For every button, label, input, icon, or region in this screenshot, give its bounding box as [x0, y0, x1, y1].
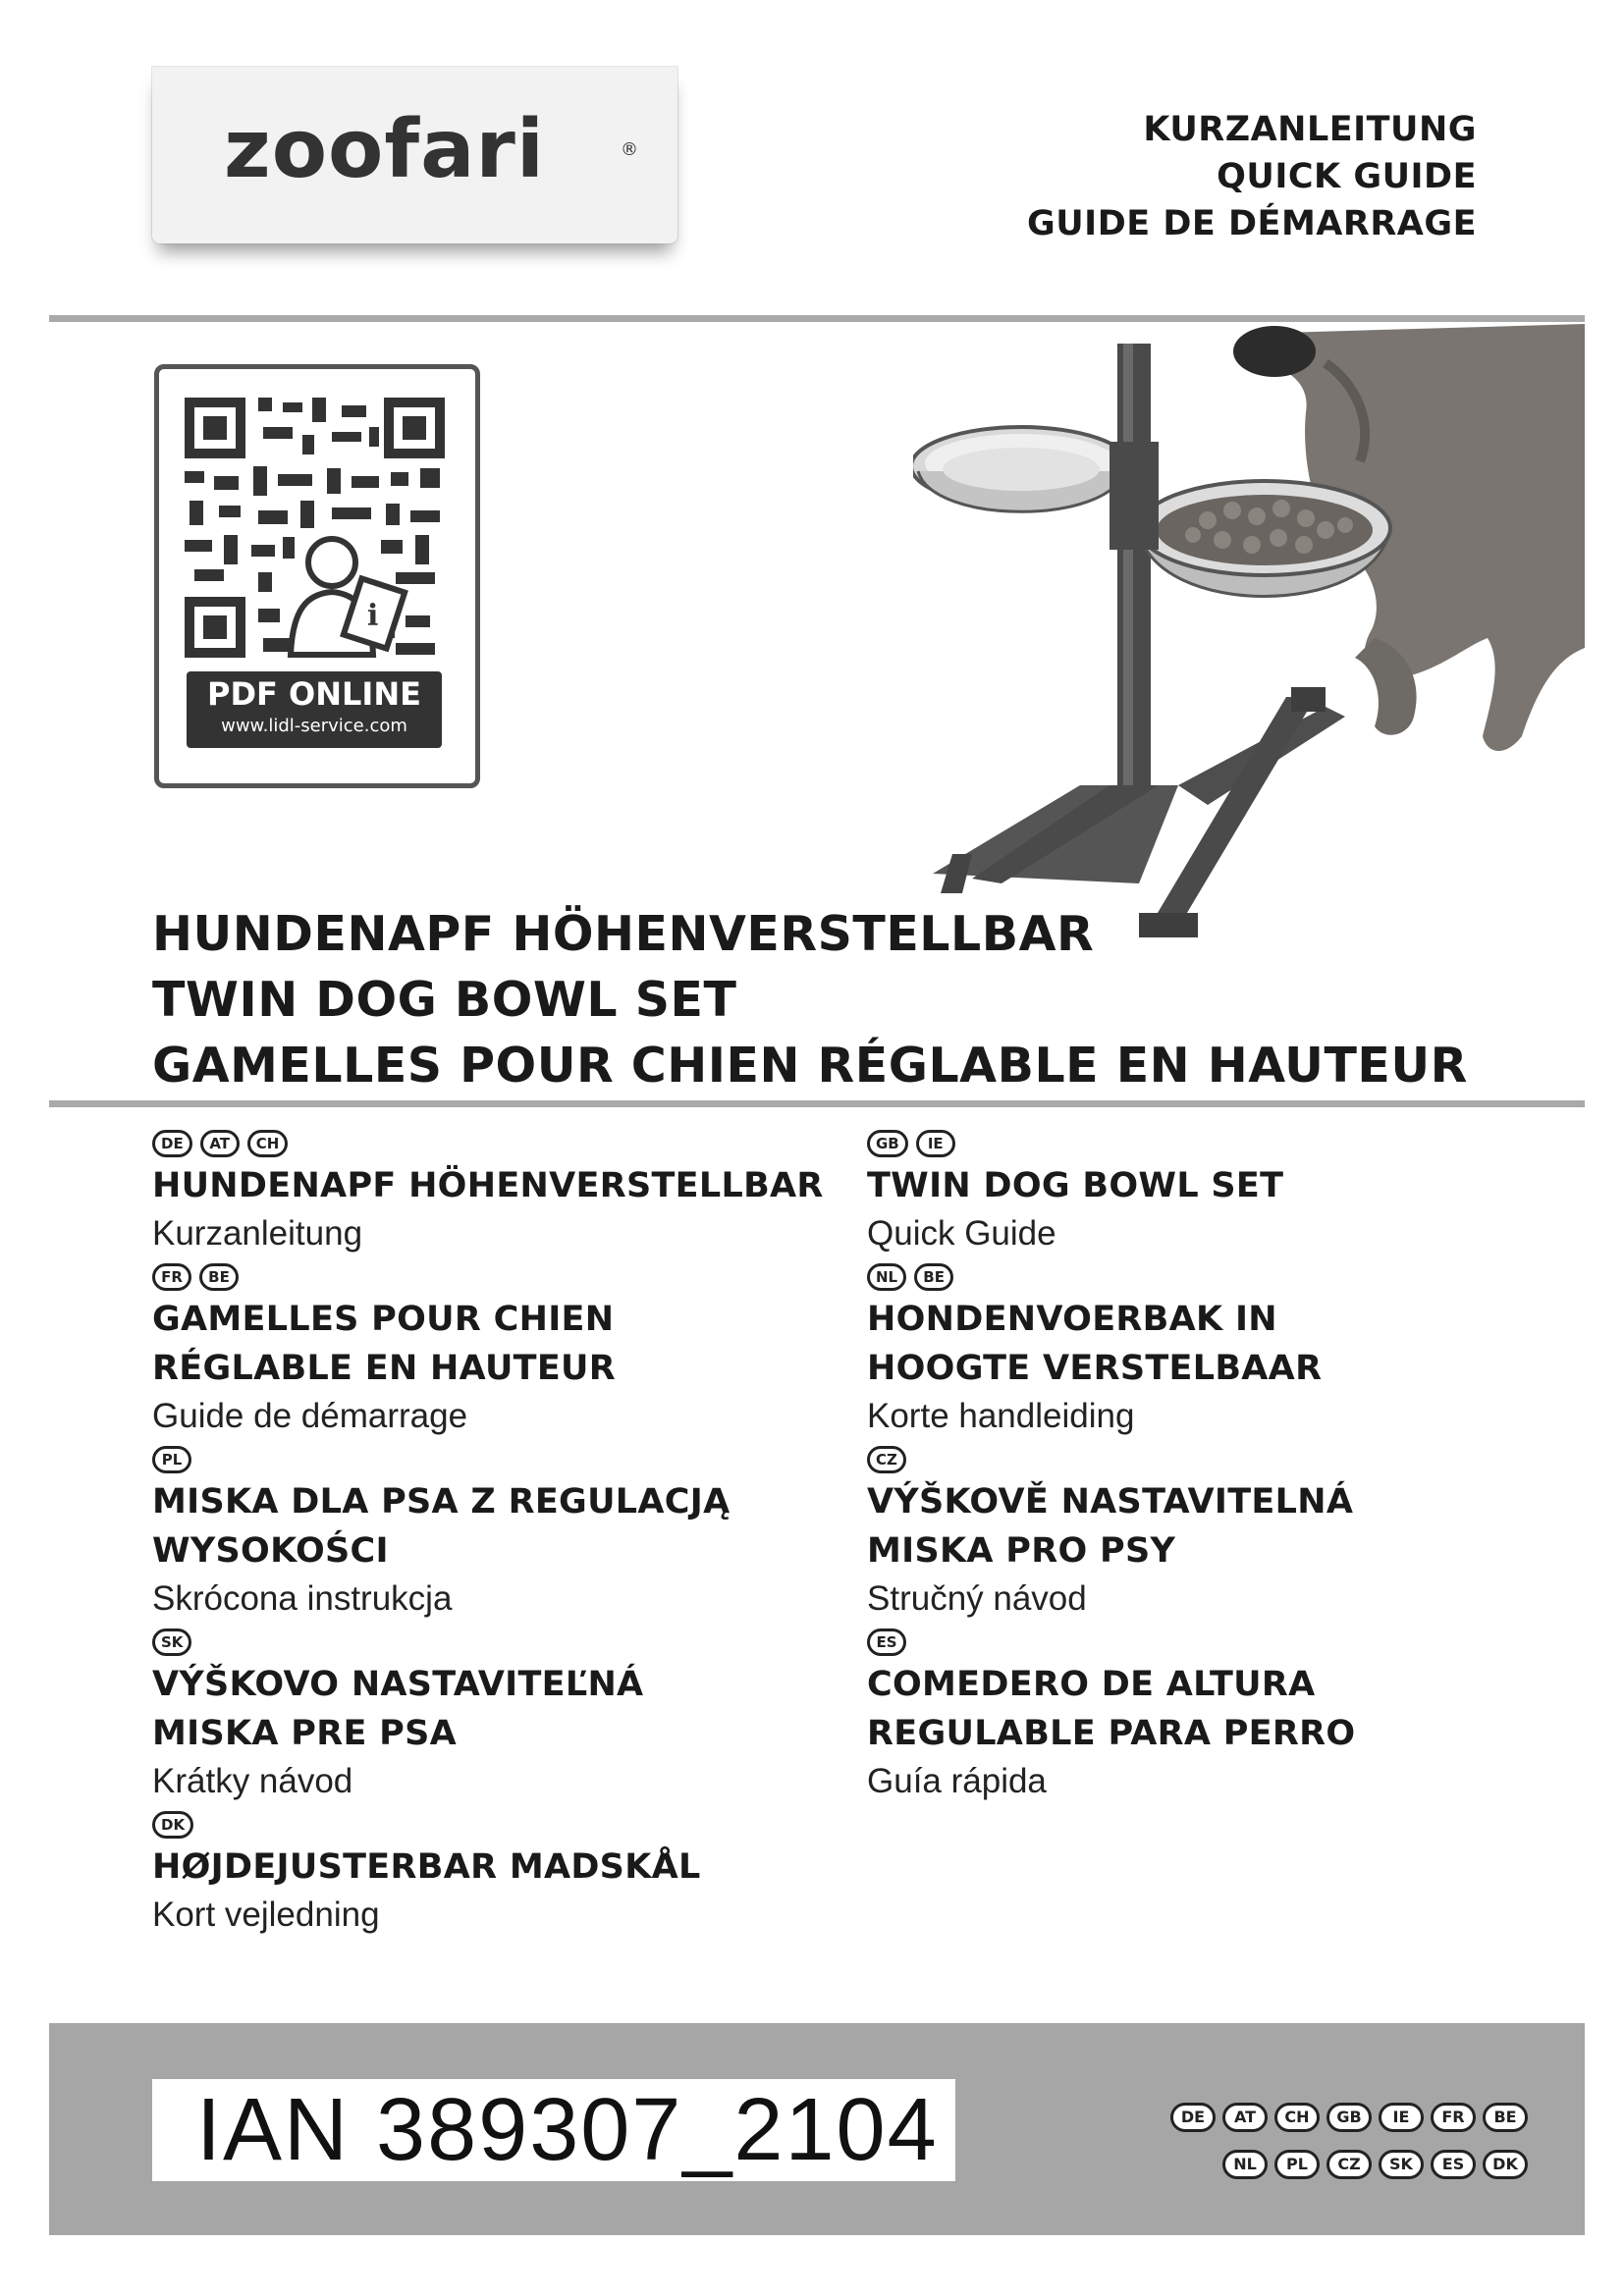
product-name-nl-line1: HONDENVOERBAK IN — [867, 1300, 1277, 1339]
guide-label-de: Kurzanleitung — [152, 1214, 363, 1253]
country-badge-cz: CZ — [867, 1446, 906, 1473]
svg-text:i: i — [367, 599, 379, 633]
pdf-online-url[interactable]: www.lidl-service.com — [221, 716, 407, 736]
country-badge-be-nl: BE — [914, 1263, 953, 1291]
country-badge-ie: IE — [916, 1130, 955, 1157]
country-badge-nl: NL — [867, 1263, 906, 1291]
language-entry-es — [867, 1629, 1574, 1805]
product-name-de: HUNDENAPF HÖHENVERSTELLBAR — [152, 1166, 824, 1205]
language-entry-gb — [867, 1130, 1574, 1257]
product-title-fr: GAMELLES POUR CHIEN RÉGLABLE EN HAUTEUR — [152, 1038, 1468, 1094]
footer-badge-cz: CZ — [1326, 2150, 1372, 2179]
language-entry-sk — [152, 1629, 839, 1805]
ian-number: IAN 389307_2104 — [196, 2081, 939, 2179]
guide-label-fr: Guide de démarrage — [152, 1397, 468, 1435]
footer-badge-fr: FR — [1431, 2103, 1476, 2132]
product-title-de: HUNDENAPF HÖHENVERSTELLBAR — [152, 906, 1095, 962]
country-badge-sk: SK — [152, 1629, 191, 1656]
country-badge-es: ES — [867, 1629, 906, 1656]
guide-label-cz: Stručný návod — [867, 1579, 1087, 1618]
footer-badge-es: ES — [1431, 2150, 1476, 2179]
product-name-sk-line2: MISKA PRE PSA — [152, 1714, 457, 1753]
country-badge-fr: FR — [152, 1263, 191, 1291]
country-badge-de: DE — [152, 1130, 192, 1157]
country-badges-row-1 — [1164, 2103, 1528, 2132]
country-badge-be: BE — [199, 1263, 239, 1291]
header-line-guide-demarrage: GUIDE DE DÉMARRAGE — [1027, 204, 1477, 243]
language-column-left — [152, 1130, 839, 1939]
footer-badge-gb: GB — [1326, 2103, 1372, 2132]
country-badge-pl: PL — [152, 1446, 191, 1473]
country-badge-gb: GB — [867, 1130, 908, 1157]
middle-divider — [49, 1100, 1585, 1107]
product-name-es-line2: REGULABLE PARA PERRO — [867, 1714, 1356, 1753]
product-name-cz-line1: VÝŠKOVĚ NASTAVITELNÁ — [867, 1482, 1354, 1522]
header-line-kurzanleitung: KURZANLEITUNG — [1143, 110, 1477, 149]
country-badge-at: AT — [200, 1130, 240, 1157]
product-name-fr-line2: RÉGLABLE EN HAUTEUR — [152, 1349, 617, 1388]
top-divider — [49, 315, 1585, 322]
product-name-es-line1: COMEDERO DE ALTURA — [867, 1665, 1316, 1704]
footer-badge-de: DE — [1170, 2103, 1216, 2132]
language-entry-cz — [867, 1446, 1574, 1623]
guide-label-dk: Kort vejledning — [152, 1896, 380, 1934]
product-name-sk-line1: VÝŠKOVO NASTAVITEĽNÁ — [152, 1665, 644, 1704]
language-entry-nl — [867, 1263, 1574, 1440]
footer-badge-at: AT — [1222, 2103, 1268, 2132]
footer-badge-sk: SK — [1379, 2150, 1424, 2179]
product-name-fr-line1: GAMELLES POUR CHIEN — [152, 1300, 615, 1339]
footer-badge-pl: PL — [1274, 2150, 1320, 2179]
product-name-nl-line2: HOOGTE VERSTELBAAR — [867, 1349, 1323, 1388]
brand-logo: zoofari — [224, 103, 545, 196]
product-name-cz-line2: MISKA PRO PSY — [867, 1531, 1176, 1571]
product-name-dk: HØJDEJUSTERBAR MADSKÅL — [152, 1847, 701, 1887]
country-badge-ch: CH — [247, 1130, 289, 1157]
language-entry-pl — [152, 1446, 839, 1623]
country-badge-dk: DK — [152, 1811, 193, 1839]
header-line-quick-guide: QUICK GUIDE — [1217, 157, 1477, 196]
qr-code-icon[interactable] — [185, 398, 445, 658]
product-photo — [913, 324, 1585, 942]
guide-label-gb: Quick Guide — [867, 1214, 1056, 1253]
language-entry-dk — [152, 1811, 839, 1939]
guide-label-pl: Skrócona instrukcja — [152, 1579, 453, 1618]
pdf-online-title: PDF ONLINE — [207, 675, 421, 713]
product-name-pl-line2: WYSOKOŚCI — [152, 1531, 389, 1571]
footer-badge-be: BE — [1483, 2103, 1528, 2132]
language-column-right — [867, 1130, 1574, 1805]
language-entry-fr — [152, 1263, 839, 1440]
product-title-en: TWIN DOG BOWL SET — [152, 972, 737, 1028]
country-badges-row-2 — [1216, 2150, 1528, 2179]
footer-badge-ch: CH — [1274, 2103, 1320, 2132]
language-entry-de — [152, 1130, 839, 1257]
footer-badge-ie: IE — [1379, 2103, 1424, 2132]
guide-label-nl: Korte handleiding — [867, 1397, 1135, 1435]
product-name-gb: TWIN DOG BOWL SET — [867, 1166, 1284, 1205]
guide-label-sk: Krátky návod — [152, 1762, 353, 1800]
guide-label-es: Guía rápida — [867, 1762, 1047, 1800]
footer-badge-dk: DK — [1483, 2150, 1528, 2179]
registered-mark: ® — [621, 139, 638, 160]
footer-badge-nl: NL — [1222, 2150, 1268, 2179]
product-name-pl-line1: MISKA DLA PSA Z REGULACJĄ — [152, 1482, 731, 1522]
